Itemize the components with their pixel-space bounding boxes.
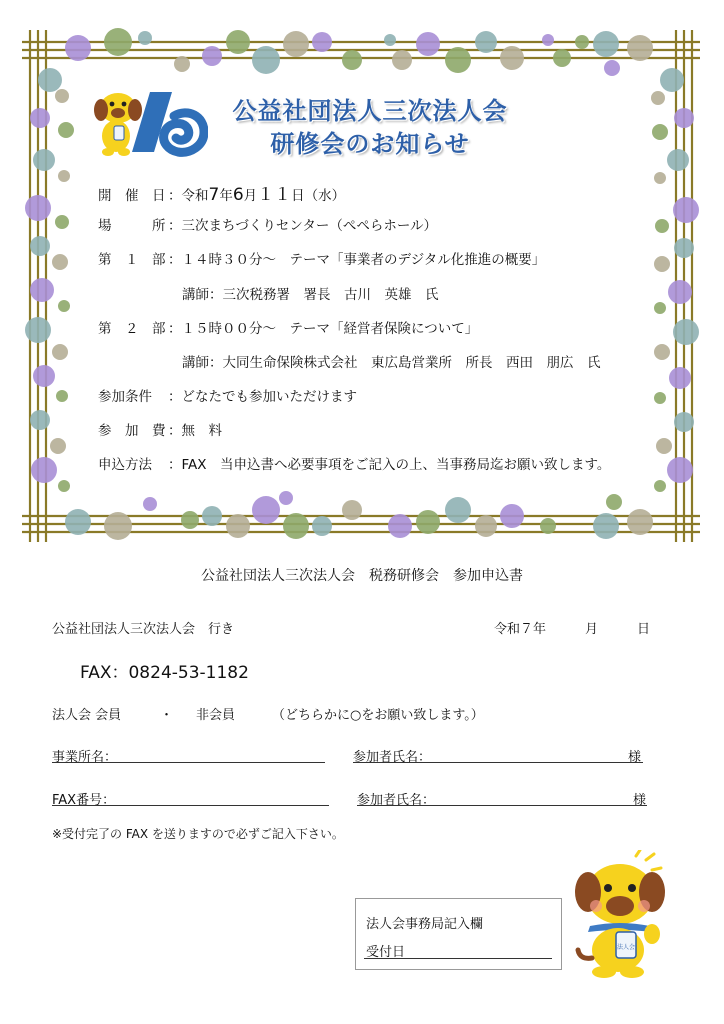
decorative-dot <box>654 256 670 272</box>
fax-number-field[interactable] <box>52 805 329 806</box>
decorative-dot <box>58 480 70 492</box>
detail-label: 参加条件 <box>98 389 152 405</box>
detail-part-1-lecturer: 講師：三次税務署 署長 古川 英雄 氏 <box>182 287 439 303</box>
decorative-dot <box>252 46 280 74</box>
detail-label: 申込方法 <box>98 457 152 473</box>
decorative-dot <box>25 317 51 343</box>
office-use-box <box>355 898 562 970</box>
detail-application-method: 申込方法 ：FAX 当申込書へ必要事項をご記入の上、当事務局迄お願い致します。 <box>98 453 610 473</box>
decorative-dot <box>58 300 70 312</box>
decorative-dot <box>627 35 653 61</box>
decorative-dot <box>667 149 689 171</box>
form-recipient: 公益社団法人三次法人会 行き <box>52 622 235 637</box>
membership-nonmember-option[interactable]: 非会員 <box>196 708 236 723</box>
decorative-dot <box>606 494 622 510</box>
company-name-field[interactable] <box>52 762 325 763</box>
decorative-dot <box>655 219 669 233</box>
decorative-dot <box>342 50 362 70</box>
decorative-dot <box>104 512 132 540</box>
mascot-badge-text: 法人会 <box>616 944 636 951</box>
decorative-dot <box>252 496 280 524</box>
decorative-dot <box>669 367 691 389</box>
decorative-dot <box>56 390 68 402</box>
decorative-dot <box>593 513 619 539</box>
form-title: 公益社団法人三次法人会 税務研修会 参加申込書 <box>201 568 523 584</box>
decorative-dot <box>283 31 309 57</box>
decorative-dot <box>575 35 589 49</box>
decorative-dot <box>33 149 55 171</box>
detail-conditions: 参加条件 ：どなたでも参加いただけます <box>98 385 357 405</box>
decorative-dot <box>279 491 293 505</box>
decorative-dot <box>65 509 91 535</box>
honorific-1: 様 <box>628 750 642 765</box>
decorative-dot <box>65 35 91 61</box>
decorative-dot <box>312 32 332 52</box>
decorative-dot <box>52 254 68 270</box>
honorific-2: 様 <box>633 793 647 808</box>
decorative-dot <box>660 68 684 92</box>
form-date: 令和７年 月 日 <box>494 622 651 637</box>
decorative-dot <box>30 410 50 430</box>
decorative-dot <box>652 124 668 140</box>
fax-confirmation-notice: ※受付完了の FAX を送りますので必ずご記入下さい。 <box>52 827 344 841</box>
decorative-dot <box>104 28 132 56</box>
detail-label: 開 催 日 <box>98 188 166 204</box>
decorative-dot <box>416 510 440 534</box>
decorative-dot <box>342 500 362 520</box>
decorative-dot <box>445 47 471 73</box>
decorative-dot <box>30 278 54 302</box>
decorative-dot <box>384 34 396 46</box>
notice-title-line-2: 研修会のお知らせ <box>270 130 470 158</box>
participant-name-field-1[interactable] <box>353 762 643 763</box>
decorative-dot <box>143 497 157 511</box>
decorative-dot <box>475 515 497 537</box>
participant-name-label-1: 参加者氏名： <box>353 750 432 765</box>
detail-label: 第 １ 部 <box>98 252 166 268</box>
decorative-dot <box>312 516 332 536</box>
membership-note: （どちらかに○をお願い致します。） <box>272 708 484 723</box>
detail-venue: 場 所 ：三次まちづくりセンター（ぺペらホール） <box>98 214 437 234</box>
decorative-dot <box>651 91 665 105</box>
decorative-dot <box>674 412 694 432</box>
decorative-dot <box>55 89 69 103</box>
received-date-label: 受付日 <box>366 945 406 960</box>
office-box-title: 法人会事務局記入欄 <box>366 917 484 932</box>
decorative-dot <box>392 50 412 70</box>
detail-part-2-lecturer: 講師：大同生命保険株式会社 東広島営業所 所長 西田 朋広 氏 <box>182 355 601 371</box>
decorative-dot <box>475 31 497 53</box>
decorative-dot <box>174 56 190 72</box>
participant-name-label-2: 参加者氏名： <box>357 793 436 808</box>
decorative-dot <box>202 506 222 526</box>
detail-label: 場 所 <box>98 218 166 234</box>
decorative-dot <box>226 30 250 54</box>
membership-member-option[interactable]: 法人会 会員 <box>52 708 122 723</box>
notice-title-line-1: 公益社団法人三次法人会 <box>232 97 508 125</box>
participant-name-field-2[interactable] <box>357 805 647 806</box>
fax-number-label: FAX番号： <box>52 793 116 808</box>
decorative-dot <box>58 122 74 138</box>
decorative-dot <box>30 236 50 256</box>
decorative-dot <box>667 457 693 483</box>
decorative-dot <box>540 518 556 534</box>
decorative-dot <box>445 497 471 523</box>
decorative-dot <box>627 509 653 535</box>
decorative-dot <box>654 480 666 492</box>
decorative-dot <box>52 344 68 360</box>
membership-separator: ・ <box>160 708 174 723</box>
company-name-label: 事業所名： <box>52 750 118 765</box>
fax-number: FAX：0824-53-1182 <box>80 663 249 683</box>
decorative-dot <box>593 31 619 57</box>
decorative-dot <box>654 172 666 184</box>
detail-part-2: 第 ２ 部 ：１５時００分～ テーマ「経営者保険について」 <box>98 317 478 337</box>
decorative-dot <box>500 46 524 70</box>
decorative-dot <box>673 197 699 223</box>
decorative-dot <box>673 319 699 345</box>
detail-fee: 参 加 費 ：無 料 <box>98 419 222 439</box>
decorative-dot <box>58 170 70 182</box>
decorative-dot <box>674 108 694 128</box>
decorative-dot <box>674 238 694 258</box>
decorative-dot <box>30 108 50 128</box>
detail-part-1: 第 １ 部 ：１４時３０分～ テーマ「事業者のデジタル化推進の概要」 <box>98 248 545 268</box>
decorative-dot <box>604 60 620 76</box>
decorative-dot <box>226 514 250 538</box>
decorative-dot <box>654 392 666 404</box>
decorative-dot <box>654 302 666 314</box>
decorative-dot <box>388 514 412 538</box>
detail-date: 開 催 日 ：令和7年6月１１日（水） <box>98 185 346 205</box>
decorative-dot <box>283 513 309 539</box>
decorative-dot <box>181 511 199 529</box>
decorative-dot <box>55 215 69 229</box>
decorative-dot <box>553 49 571 67</box>
decorative-dot <box>416 32 440 56</box>
dog-mascot-icon <box>566 850 676 980</box>
decorative-dot <box>668 280 692 304</box>
detail-label: 第 ２ 部 <box>98 321 166 337</box>
decorative-dot <box>656 438 672 454</box>
decorative-dot <box>31 457 57 483</box>
decorative-dot <box>202 46 222 66</box>
decorative-dot <box>138 31 152 45</box>
decorative-dot <box>500 504 524 528</box>
detail-label: 参 加 費 <box>98 423 166 439</box>
decorative-dot <box>654 344 670 360</box>
decorative-dot <box>33 365 55 387</box>
decorative-dot <box>38 68 62 92</box>
decorative-dot <box>50 438 66 454</box>
decorative-dot <box>542 34 554 46</box>
decorative-dot <box>25 195 51 221</box>
received-date-field[interactable] <box>364 958 552 959</box>
